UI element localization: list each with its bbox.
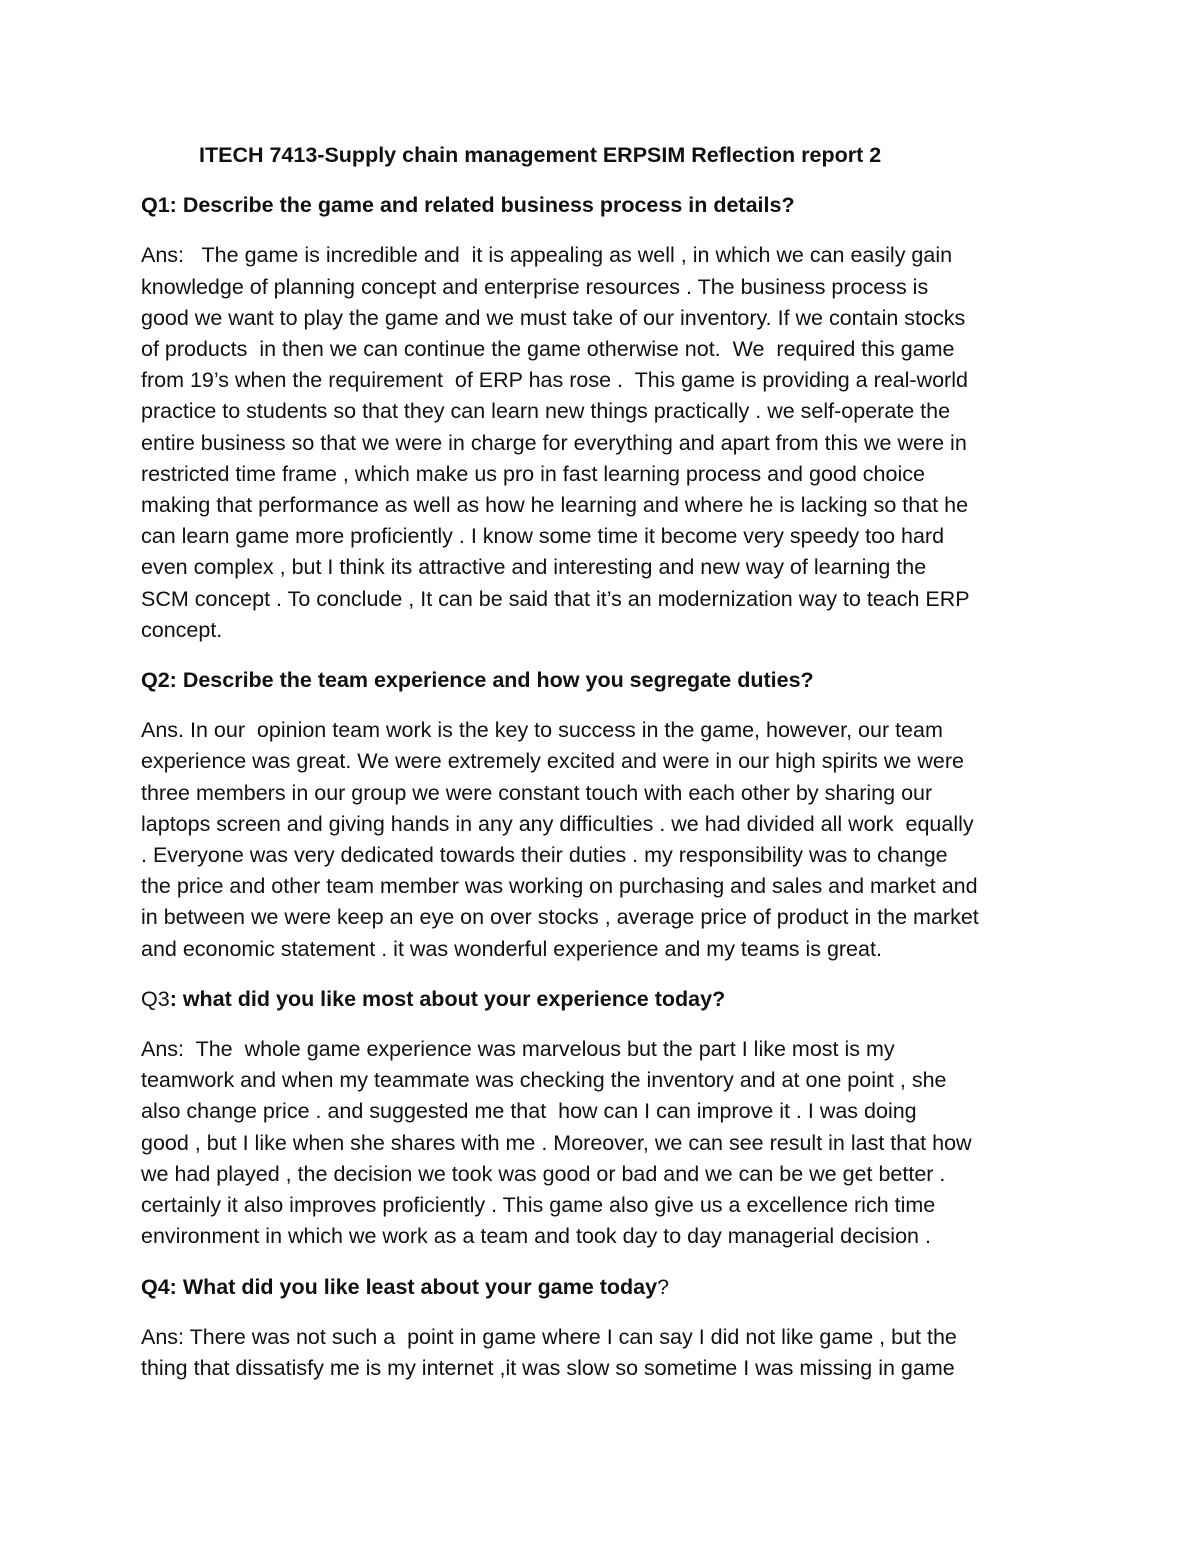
document-content [141,140,1071,1403]
answer-3-line: environment in which we work as a team and took day to day managerial decision . [141,1224,931,1249]
answer-3-line: good , but I like when she shares with me . Moreover, we can see result in last that how [141,1130,972,1155]
answer-1-line: entire business so that we were in charge for everything and apart from this we were in [141,430,967,455]
answer-1-line: from 19’s when the requirement of ERP has rose . This game is providing a real-world [141,368,968,393]
answer-3-line: teamwork and when my teammate was checking the inventory and at one point , she [141,1068,947,1093]
answer-2-line: the price and other team member was working on purchasing and sales and market and [141,874,978,899]
answer-1-line: good we want to play the game and we must take of our inventory. If we contain stocks [141,305,966,330]
answer-1-line: SCM concept . To conclude , It can be said that it’s an modernization way to teach ERP [141,586,970,611]
answer-1-line: of products in then we can continue the game otherwise not. We required this game [141,337,955,362]
answer-4 [141,1322,1071,1384]
answer-2-line: laptops screen and giving hands in any any difficulties . we had divided all work equally [141,811,974,836]
answer-4-line: Ans: There was not such a point in game where I can say I did not like game , but the [141,1324,957,1349]
answer-1-line: practice to students so that they can learn new things practically . we self-operate the [141,399,951,424]
answer-3-line: we had played , the decision we took was good or bad and we can be we get better . [141,1161,946,1186]
answer-2-line: three members in our group we were constant touch with each other by sharing our [141,780,933,805]
answer-3-line: certainly it also improves proficiently . This game also give us a excellence rich time [141,1193,936,1218]
answer-1-line: can learn game more proficiently . I know some time it become very speedy too hard [141,524,945,549]
answer-1-line: restricted time frame , which make us pro in fast learning process and good choice [141,461,925,486]
question-2: Q2: Describe the team experience and how you segregate duties? [141,668,814,693]
question-4-mark: ? [657,1274,670,1299]
answer-1-line: concept. [141,617,223,642]
answer-3 [141,1034,1071,1252]
document-title: ITECH 7413-Supply chain management ERPSIM Reflection report 2 [199,143,882,167]
question-3 [141,984,1071,1015]
question-1: Q1: Describe the game and related business process in details? [141,193,795,218]
answer-1 [141,240,1071,646]
answer-2 [141,715,1071,965]
answer-4-line: thing that dissatisfy me is my internet ,it was slow so sometime I was missing in game [141,1355,955,1380]
answer-2-line: Ans. In our opinion team work is the key to success in the game, however, our team [141,718,943,743]
answer-1-line: knowledge of planning concept and enterprise resources . The business process is [141,274,929,299]
answer-2-line: in between we were keep an eye on over stocks , average price of product in the market [141,905,979,930]
question-3-text: : what did you like most about your experience today? [169,986,726,1011]
question-3-label: Q3 [141,986,170,1011]
answer-1-line: even complex , but I think its attractive and interesting and new way of learning the [141,555,927,580]
answer-2-line: and economic statement . it was wonderful experience and my teams is great. [141,936,882,961]
question-4-text: Q4: What did you like least about your game today [141,1274,658,1299]
question-4 [141,1272,1071,1303]
answer-2-line: experience was great. We were extremely excited and were in our high spirits we were [141,749,964,774]
answer-1-line: making that performance as well as how he learning and where he is lacking so that he [141,493,969,518]
answer-3-line: Ans: The whole game experience was marvelous but the part I like most is my [141,1037,895,1062]
answer-1-line: Ans: The game is incredible and it is appealing as well , in which we can easily gain [141,243,953,268]
answer-3-line: also change price . and suggested me that how can I can improve it . I was doing [141,1099,917,1124]
answer-2-line: . Everyone was very dedicated towards their duties . my responsibility was to change [141,843,948,868]
